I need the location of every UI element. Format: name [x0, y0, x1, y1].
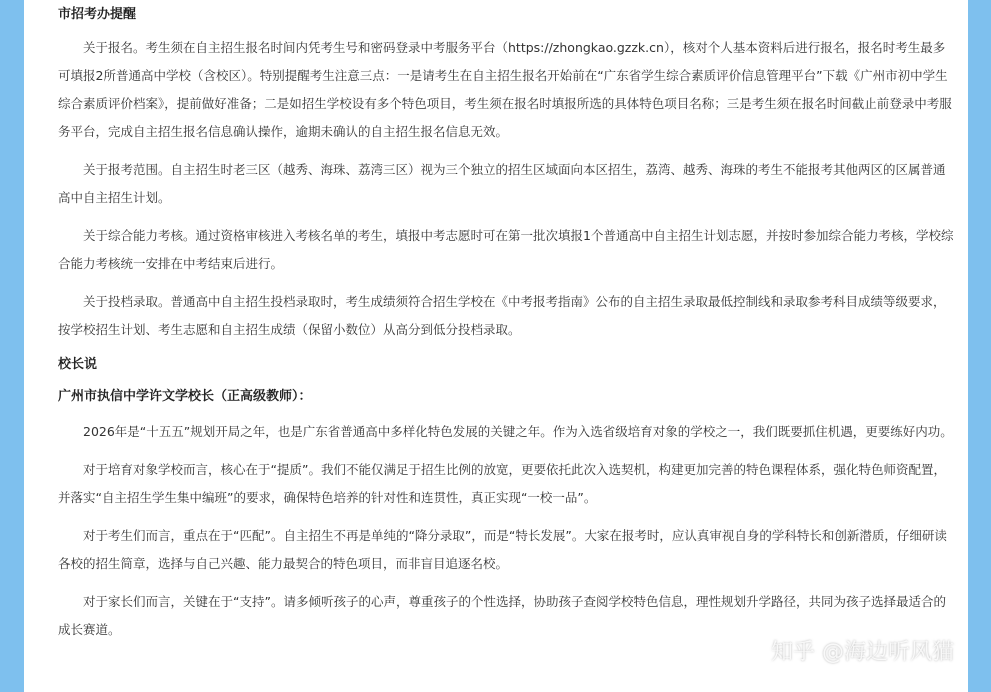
paragraph-principal-2: 对于培育对象学校而言，核心在于“提质”。我们不能仅满足于招生比例的放宽，更要依托此次入选契机，构建更加完善的特色课程体系，强化特色师资配置，并落实“自主招生学生集中编班”的要求，确保特色培养的针对性和连贯性，真正实现“一校一品”。: [58, 462, 946, 505]
paragraph-scope: 关于报考范围。自主招生时老三区（越秀、海珠、荔湾三区）视为三个独立的招生区域面向本区招生，荔湾、越秀、海珠的考生不能报考其他两区的区属普通高中自主招生计划。: [58, 162, 946, 205]
article-content: [24, 0, 968, 644]
paragraph-principal-4: 对于家长们而言，关键在于“支持”。请多倾听孩子的心声，尊重孩子的个性选择，协助孩子查阅学校特色信息，理性规划升学路径，共同为孩子选择最适合的成长赛道。: [58, 594, 946, 637]
article-page: [24, 0, 968, 692]
section-heading-reminder: 市招考办提醒: [58, 7, 137, 22]
paragraph-principal-3: 对于考生们而言，重点在于“匹配”。自主招生不再是单纯的“降分录取”，而是“特长发展”。大家在报考时，应认真审视自身的学科特长和创新潜质，仔细研读各校的招生简章，选择与自己兴趣、能力最契合的特色项目，而非盲目追逐名校。: [58, 528, 947, 571]
paragraph-admission: 关于投档录取。普通高中自主招生投档录取时，考生成绩须符合招生学校在《中考报考指南》公布的自主招生录取最低控制线和录取参考科目成绩等级要求，按学校招生计划、考生志愿和自主招生成绩（保留小数位）从高分到低分投档录取。: [58, 294, 946, 337]
watermark: 知乎 @海边听风猫: [771, 640, 954, 665]
paragraph-assessment: 关于综合能力考核。通过资格审核进入考核名单的考生，填报中考志愿时可在第一批次填报1个普通高中自主招生计划志愿，并按时参加综合能力考核，学校综合能力考核统一安排在中考结束后进行。: [58, 228, 954, 271]
paragraph-principal-1: 2026年是“十五五”规划开局之年，也是广东省普通高中多样化特色发展的关键之年。作为入选省级培育对象的学校之一，我们既要抓住机遇，更要练好内功。: [83, 424, 953, 439]
principal-name: 广州市执信中学许文学校长（正高级教师）：: [58, 389, 312, 404]
section-heading-principal: 校长说: [58, 357, 98, 372]
paragraph-registration: 关于报名。考生须在自主招生报名时间内凭考生号和密码登录中考服务平台（https://zhongkao.gzzk.cn），核对个人基本资料后进行报名，报名时考生最多可填报2所普通高中学校（含校区）。特别提醒考生注意三点：一是请考生在自主招生报名开始前在“广东省学生综合素质评价信息管理平台”下载《广州市初中学生综合素质评价档案》，提前做好准备；二是如招生学校设有多个特色项目，考生须在报名时填报所选的具体特色项目名称；三是考生须在报名时间截止前登录中考服务平台，完成自主招生报名信息确认操作，逾期未确认的自主招生报名信息无效。: [58, 40, 952, 139]
